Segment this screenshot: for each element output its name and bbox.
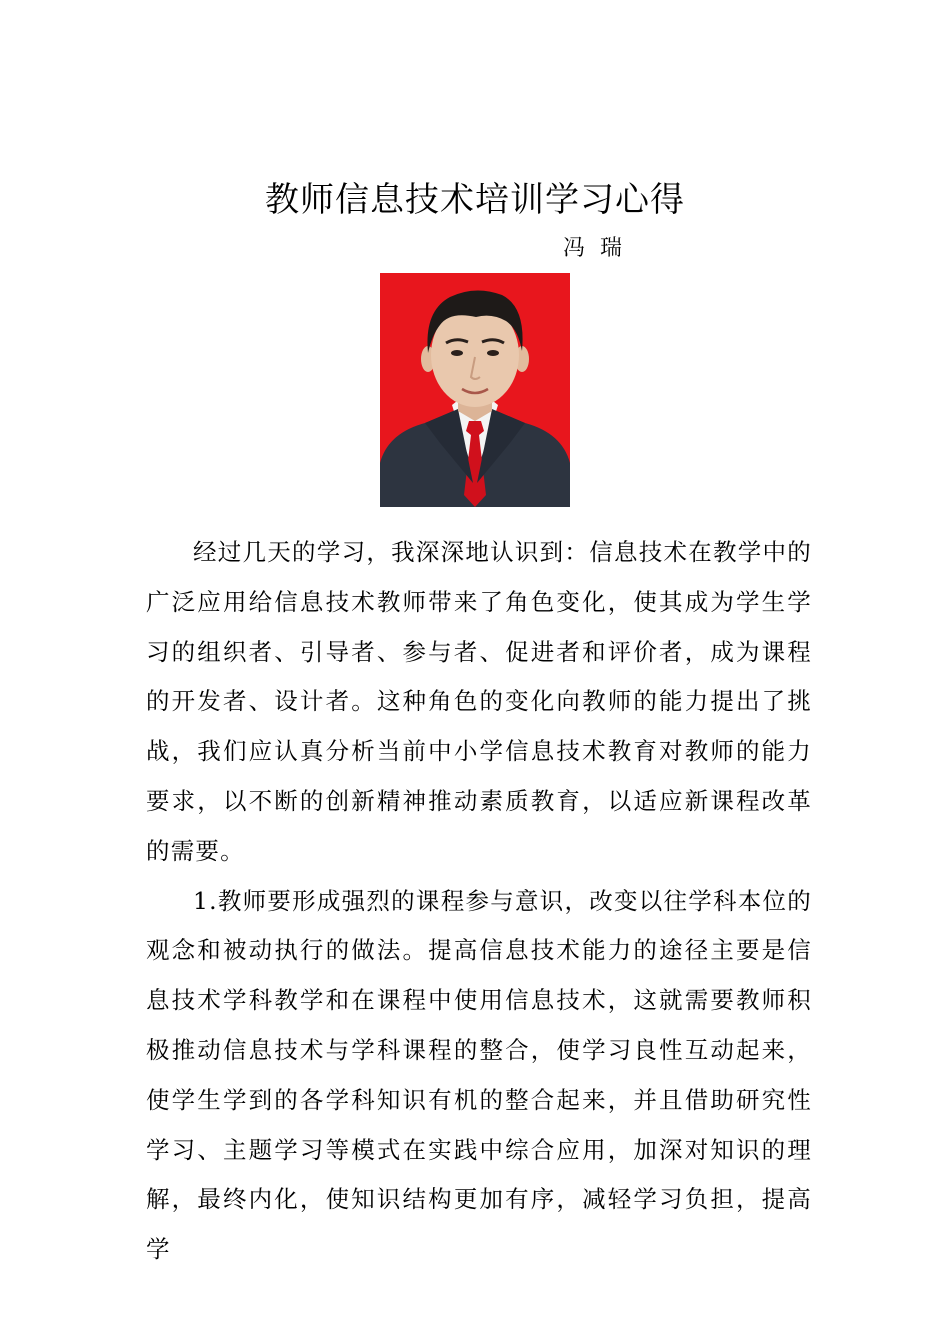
author-name: 冯 瑞 <box>563 236 626 261</box>
document-title: 教师信息技术培训学习心得 <box>265 180 685 220</box>
paragraph-intro: 经过几天的学习，我深深地认识到：信息技术在教学中的广泛应用给信息技术教师带来了角色变化，使其成为学生学习的组织者、引导者、参与者、促进者和评价者，成为课程的开发者、设计者。这种角色的变化向教师的能力提出了挑战，我们应认真分析当前中小学信息技术教育对教师的能力要求，以不断的创新精神推动素质教育，以适应新课程改革的需要。 <box>146 538 812 865</box>
portrait-icon <box>380 273 570 507</box>
paragraph-point-1: 1.教师要形成强烈的课程参与意识，改变以往学科本位的观念和被动执行的做法。提高信息技术能力的途径主要是信息技术学科教学和在课程中使用信息技术，这就需要教师积极推动信息技术与学科课程的整合，使学习良性互动起来，使学生学到的各学科知识有机的整合起来，并且借助研究性学习、主题学习等模式在实践中综合应用，加深对知识的理解，最终内化，使知识结构更加有序，减轻学习负担，提高学 <box>146 886 812 1264</box>
eye-right <box>487 350 499 356</box>
document-body <box>146 528 812 1275</box>
eye-left <box>451 350 463 356</box>
portrait-photo <box>380 273 570 507</box>
